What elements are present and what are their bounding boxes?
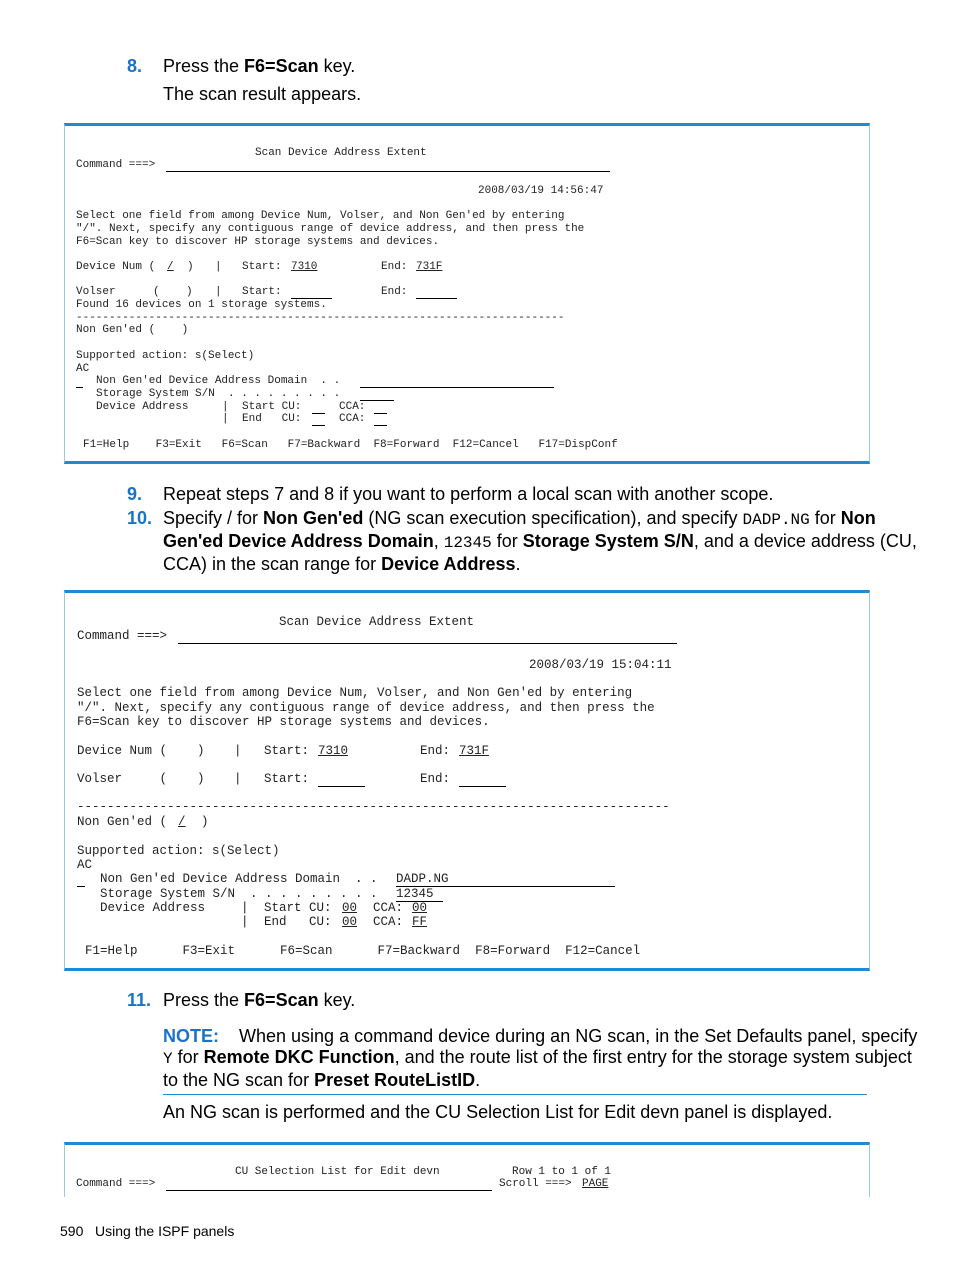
instructions-line-2: "/". Next, specify any contiguous range of device address, and then press the [77, 701, 655, 715]
volser-select[interactable]: ( ) [153, 286, 193, 298]
end-label: End: [420, 772, 451, 786]
instructions-line-2: "/". Next, specify any contiguous range of device address, and then press the [76, 223, 585, 235]
f6-scan-key: F6=Scan [244, 990, 319, 1010]
start-cu-input[interactable]: 00 [342, 901, 358, 915]
volser-end-input[interactable] [416, 298, 457, 299]
start-cu-input[interactable] [312, 413, 325, 414]
start-cca-input[interactable] [374, 413, 387, 414]
step-11-number: 11. [127, 990, 152, 1010]
device-num-close: ) [187, 261, 194, 273]
ac-header: AC [76, 363, 90, 375]
step-8-number: 8. [127, 56, 143, 76]
instructions-line-1: Select one field from among Device Num, Volser, and Non Gen'ed by entering [77, 686, 633, 700]
cca-label: CCA: [373, 915, 404, 929]
end-cca-input[interactable]: FF [412, 915, 428, 929]
ng-domain-label: Non Gen'ed Device Address Domain . . [100, 872, 378, 886]
non-gened-label: Non Gen'ed ( [77, 815, 168, 829]
volser-select[interactable]: Volser ( ) [77, 772, 205, 786]
cca-label: CCA: [339, 401, 366, 413]
end-label: End: [381, 286, 408, 298]
storage-sn-value[interactable]: 12345 [396, 887, 434, 901]
ng-domain-input[interactable] [360, 387, 554, 388]
instructions-line-3: F6=Scan key to discover HP storage systems and devices. [77, 715, 490, 729]
timestamp: 2008/03/19 14:56:47 [478, 185, 604, 197]
note-label: NOTE: [163, 1026, 219, 1046]
volser-start-input[interactable] [318, 786, 365, 787]
command-label: Command ===> [76, 159, 156, 171]
start-label: Start: [242, 286, 282, 298]
scan-device-panel-2 [64, 590, 870, 971]
end-cu-label: End CU: [242, 413, 302, 425]
note-divider [163, 1094, 867, 1095]
start-input[interactable]: 7310 [318, 744, 349, 758]
row-count: Row 1 to 1 of 1 [512, 1166, 612, 1178]
start-cca-input[interactable]: 00 [412, 901, 428, 915]
end-cu-label: End CU: [264, 915, 332, 929]
separator: | [241, 915, 249, 929]
page-footer [60, 1223, 234, 1239]
command-input[interactable] [166, 171, 610, 172]
instructions-line-3: F6=Scan key to discover HP storage systems and devices. [76, 236, 440, 248]
panel-title: CU Selection List for Edit devn [235, 1166, 440, 1178]
end-label: End: [381, 261, 408, 273]
ng-domain-value[interactable]: DADP.NG [396, 872, 449, 886]
separator: | [215, 286, 222, 298]
start-input[interactable]: 7310 [291, 261, 318, 273]
supported-action: Supported action: s(Select) [77, 844, 280, 858]
cca-label: CCA: [339, 413, 366, 425]
ac-header: AC [77, 858, 93, 872]
separator: | [215, 261, 222, 273]
volser-label: Volser [76, 286, 116, 298]
command-label: Command ===> [77, 629, 168, 643]
function-keys: F1=Help F3=Exit F6=Scan F7=Backward F8=Forward F12=Cancel F17=DispConf [83, 439, 618, 451]
end-label: End: [420, 744, 451, 758]
scan-device-panel-1 [64, 123, 870, 464]
divider: -------------------------------------------------------------------------- [76, 312, 565, 324]
footer-title: Using the ISPF panels [95, 1223, 235, 1239]
separator: | [234, 772, 242, 786]
end-input[interactable]: 731F [416, 261, 443, 273]
end-cu-input[interactable]: 00 [342, 915, 358, 929]
found-message: Found 16 devices on 1 storage systems. [76, 299, 327, 311]
page-number: 590 [60, 1223, 84, 1239]
non-gened-select[interactable]: Non Gen'ed ( ) [76, 324, 189, 336]
start-label: Start: [264, 772, 310, 786]
step-11-text: Press the F6=Scan key. [163, 990, 356, 1010]
step-8-text: Press the F6=Scan key. [163, 56, 356, 76]
separator: | [241, 901, 249, 915]
storage-sn-label: Storage System S/N . . . . . . . . . [96, 388, 341, 400]
scroll-input[interactable]: PAGE [582, 1178, 609, 1190]
after-note-text: An NG scan is performed and the CU Selection List for Edit devn panel is displayed. [163, 1102, 833, 1122]
ng-domain-label: Non Gen'ed Device Address Domain . . [96, 375, 341, 387]
storage-sn-label: Storage System S/N . . . . . . . . . [100, 887, 378, 901]
separator: | [222, 413, 229, 425]
command-label: Command ===> [76, 1178, 156, 1190]
note-block: NOTE: When using a command device during an NG scan, in the Set Defaults panel, specify Y for Remote DKC Function, and the route list of the first entry for the storage system subject to the NG scan for Preset RouteListID. [163, 1026, 918, 1090]
device-num-select[interactable]: Device Num ( ) [77, 744, 205, 758]
end-cu-input[interactable] [312, 425, 325, 426]
start-label: Start: [242, 261, 282, 273]
command-input[interactable] [166, 1190, 492, 1191]
separator: | [234, 744, 242, 758]
separator: | [222, 401, 229, 413]
start-cu-label: Start CU: [264, 901, 332, 915]
step-9-text: Repeat steps 7 and 8 if you want to perform a local scan with another scope. [163, 484, 774, 504]
non-gened-select[interactable]: / [178, 815, 186, 829]
non-gened-close: ) [201, 815, 209, 829]
scroll-label: Scroll ===> [499, 1178, 572, 1190]
device-num-select[interactable]: / [167, 261, 174, 273]
panel-title: Scan Device Address Extent [279, 615, 475, 629]
start-label: Start: [264, 744, 310, 758]
end-cca-input[interactable] [374, 425, 387, 426]
step-9-number: 9. [127, 484, 143, 504]
step-8-result: The scan result appears. [163, 84, 362, 104]
device-address-label: Device Address [96, 401, 189, 413]
end-input[interactable]: 731F [459, 744, 490, 758]
divider: ------------------------------------------------------------------------------- [77, 800, 670, 814]
cca-label: CCA: [373, 901, 404, 915]
action-input[interactable] [76, 387, 83, 388]
step-10-text: Specify / for Non Gen'ed (NG scan execution specification), and specify DADP.NG for Non Gen'ed Device Address Domain, 12345 for Storage System S/N, and a device address (CU, CCA) in the scan range for Device Address. [163, 508, 917, 574]
action-input[interactable] [77, 886, 85, 887]
start-cu-label: Start CU: [242, 401, 302, 413]
cu-selection-panel [64, 1142, 870, 1197]
instructions-line-1: Select one field from among Device Num, Volser, and Non Gen'ed by entering [76, 210, 565, 222]
volser-end-input[interactable] [459, 786, 506, 787]
timestamp: 2008/03/19 15:04:11 [529, 658, 672, 672]
f6-scan-key: F6=Scan [244, 56, 319, 76]
device-num-label: Device Num ( [76, 261, 156, 273]
panel-title: Scan Device Address Extent [255, 147, 427, 159]
command-input[interactable] [178, 643, 677, 644]
function-keys: F1=Help F3=Exit F6=Scan F7=Backward F8=Forward F12=Cancel [85, 944, 641, 958]
supported-action: Supported action: s(Select) [76, 350, 255, 362]
device-address-label: Device Address [100, 901, 206, 915]
step-10-number: 10. [127, 508, 153, 528]
